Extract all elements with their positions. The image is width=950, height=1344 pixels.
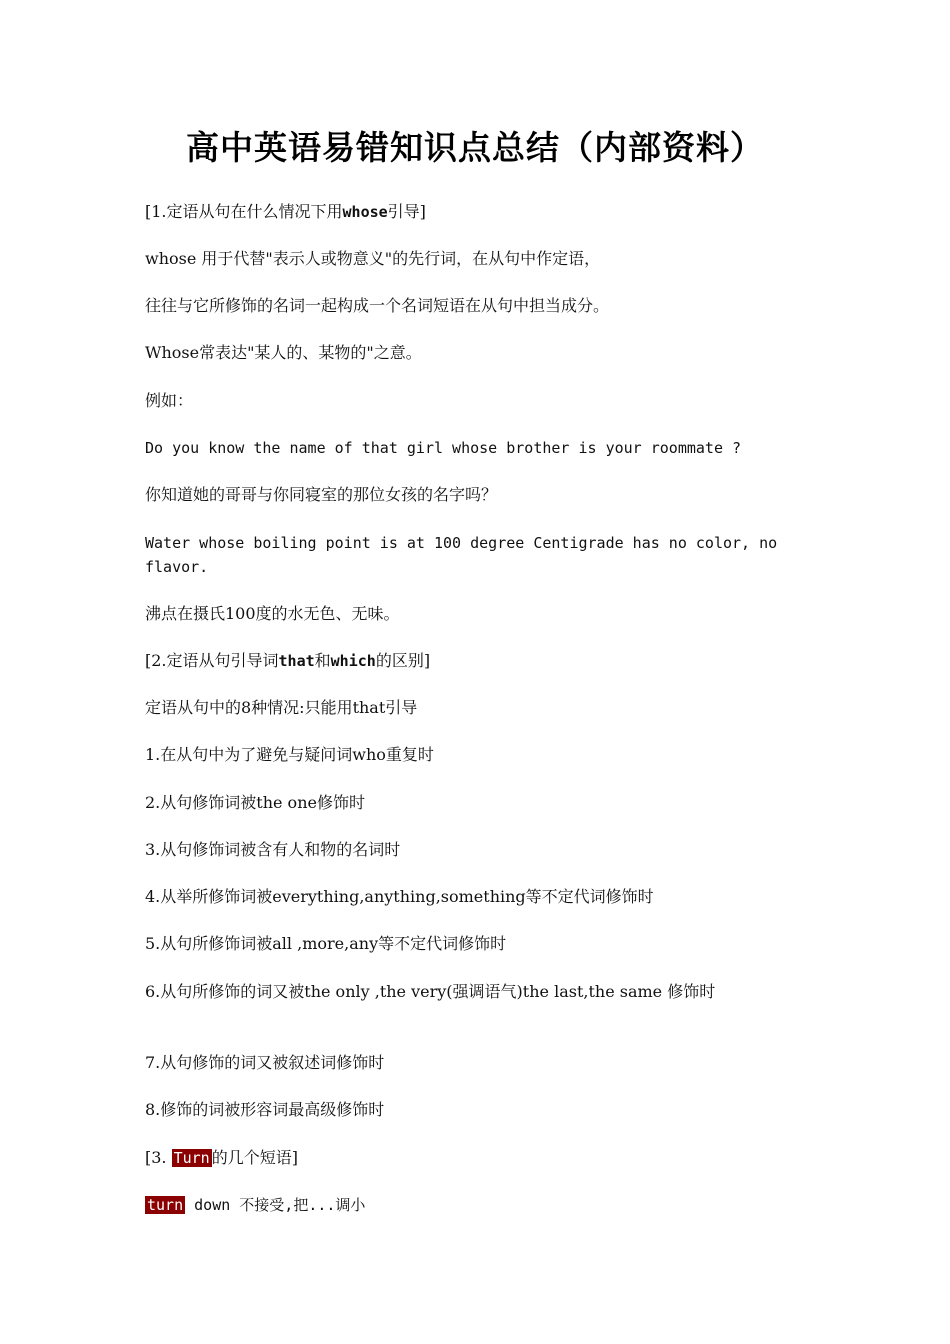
list-item: 4.从举所修饰词被everything,anything,something等不定代词修饰时 [145, 887, 654, 906]
phrase-definition: down 不接受,把...调小 [185, 1196, 366, 1214]
section3-heading-prefix: [3. [145, 1148, 172, 1167]
list-item: 8.修饰的词被形容词最高级修饰时 [145, 1100, 385, 1119]
list-item: 6.从句所修饰的词又被the only ,the very(强调语气)the last,the same 修饰时 [145, 982, 716, 1001]
example-sentence: Water whose boiling point is at 100 degree Centigrade has no color, no flavor. [145, 534, 787, 576]
highlighted-keyword: turn [147, 1196, 184, 1214]
example-sentence: Do you know the name of that girl whose brother is your roommate ? [145, 439, 742, 457]
section2-heading-keyword-which: which [330, 652, 376, 670]
list-item: 1.在从句中为了避免与疑问词who重复时 [145, 745, 434, 764]
example-translation: 沸点在摄氏100度的水无色、无味。 [145, 604, 400, 623]
section2-heading-prefix: [2.定语从句引导词 [145, 651, 279, 670]
section2-heading-mid: 和 [314, 651, 331, 670]
section2-heading-keyword-that: that [278, 652, 315, 670]
section1-heading [145, 200, 810, 224]
paragraph: 定语从句中的8种情况:只能用that引导 [145, 698, 418, 717]
paragraph: 例如： [145, 391, 194, 410]
list-item: 7.从句修饰的词又被叙述词修饰时 [145, 1053, 385, 1072]
section3-heading [145, 1146, 810, 1170]
section1-heading-prefix: [1.定语从句在什么情况下用 [145, 202, 343, 221]
list-item: 2.从句修饰词被the one修饰时 [145, 793, 365, 812]
paragraph: 往往与它所修饰的名词一起构成一个名词短语在从句中担当成分。 [145, 296, 610, 315]
paragraph: whose 用于代替"表示人或物意义"的先行词，在从句中作定语， [145, 249, 601, 268]
section1-heading-keyword: whose [342, 203, 388, 221]
highlighted-keyword: Turn [173, 1149, 210, 1167]
document-title: 高中英语易错知识点总结（内部资料） [186, 128, 764, 167]
example-translation: 你知道她的哥哥与你同寝室的那位女孩的名字吗？ [145, 485, 498, 504]
paragraph: Whose常表达"某人的、某物的"之意。 [145, 343, 422, 362]
list-item: 3.从句修饰词被含有人和物的名词时 [145, 840, 401, 859]
section2-heading-suffix: 的区别] [375, 651, 431, 670]
phrase-item [145, 1193, 810, 1217]
list-item: 5.从句所修饰词被all ,more,any等不定代词修饰时 [145, 934, 507, 953]
section2-heading [145, 649, 810, 673]
section3-heading-suffix: 的几个短语] [211, 1148, 298, 1167]
section1-heading-suffix: 引导] [387, 202, 426, 221]
